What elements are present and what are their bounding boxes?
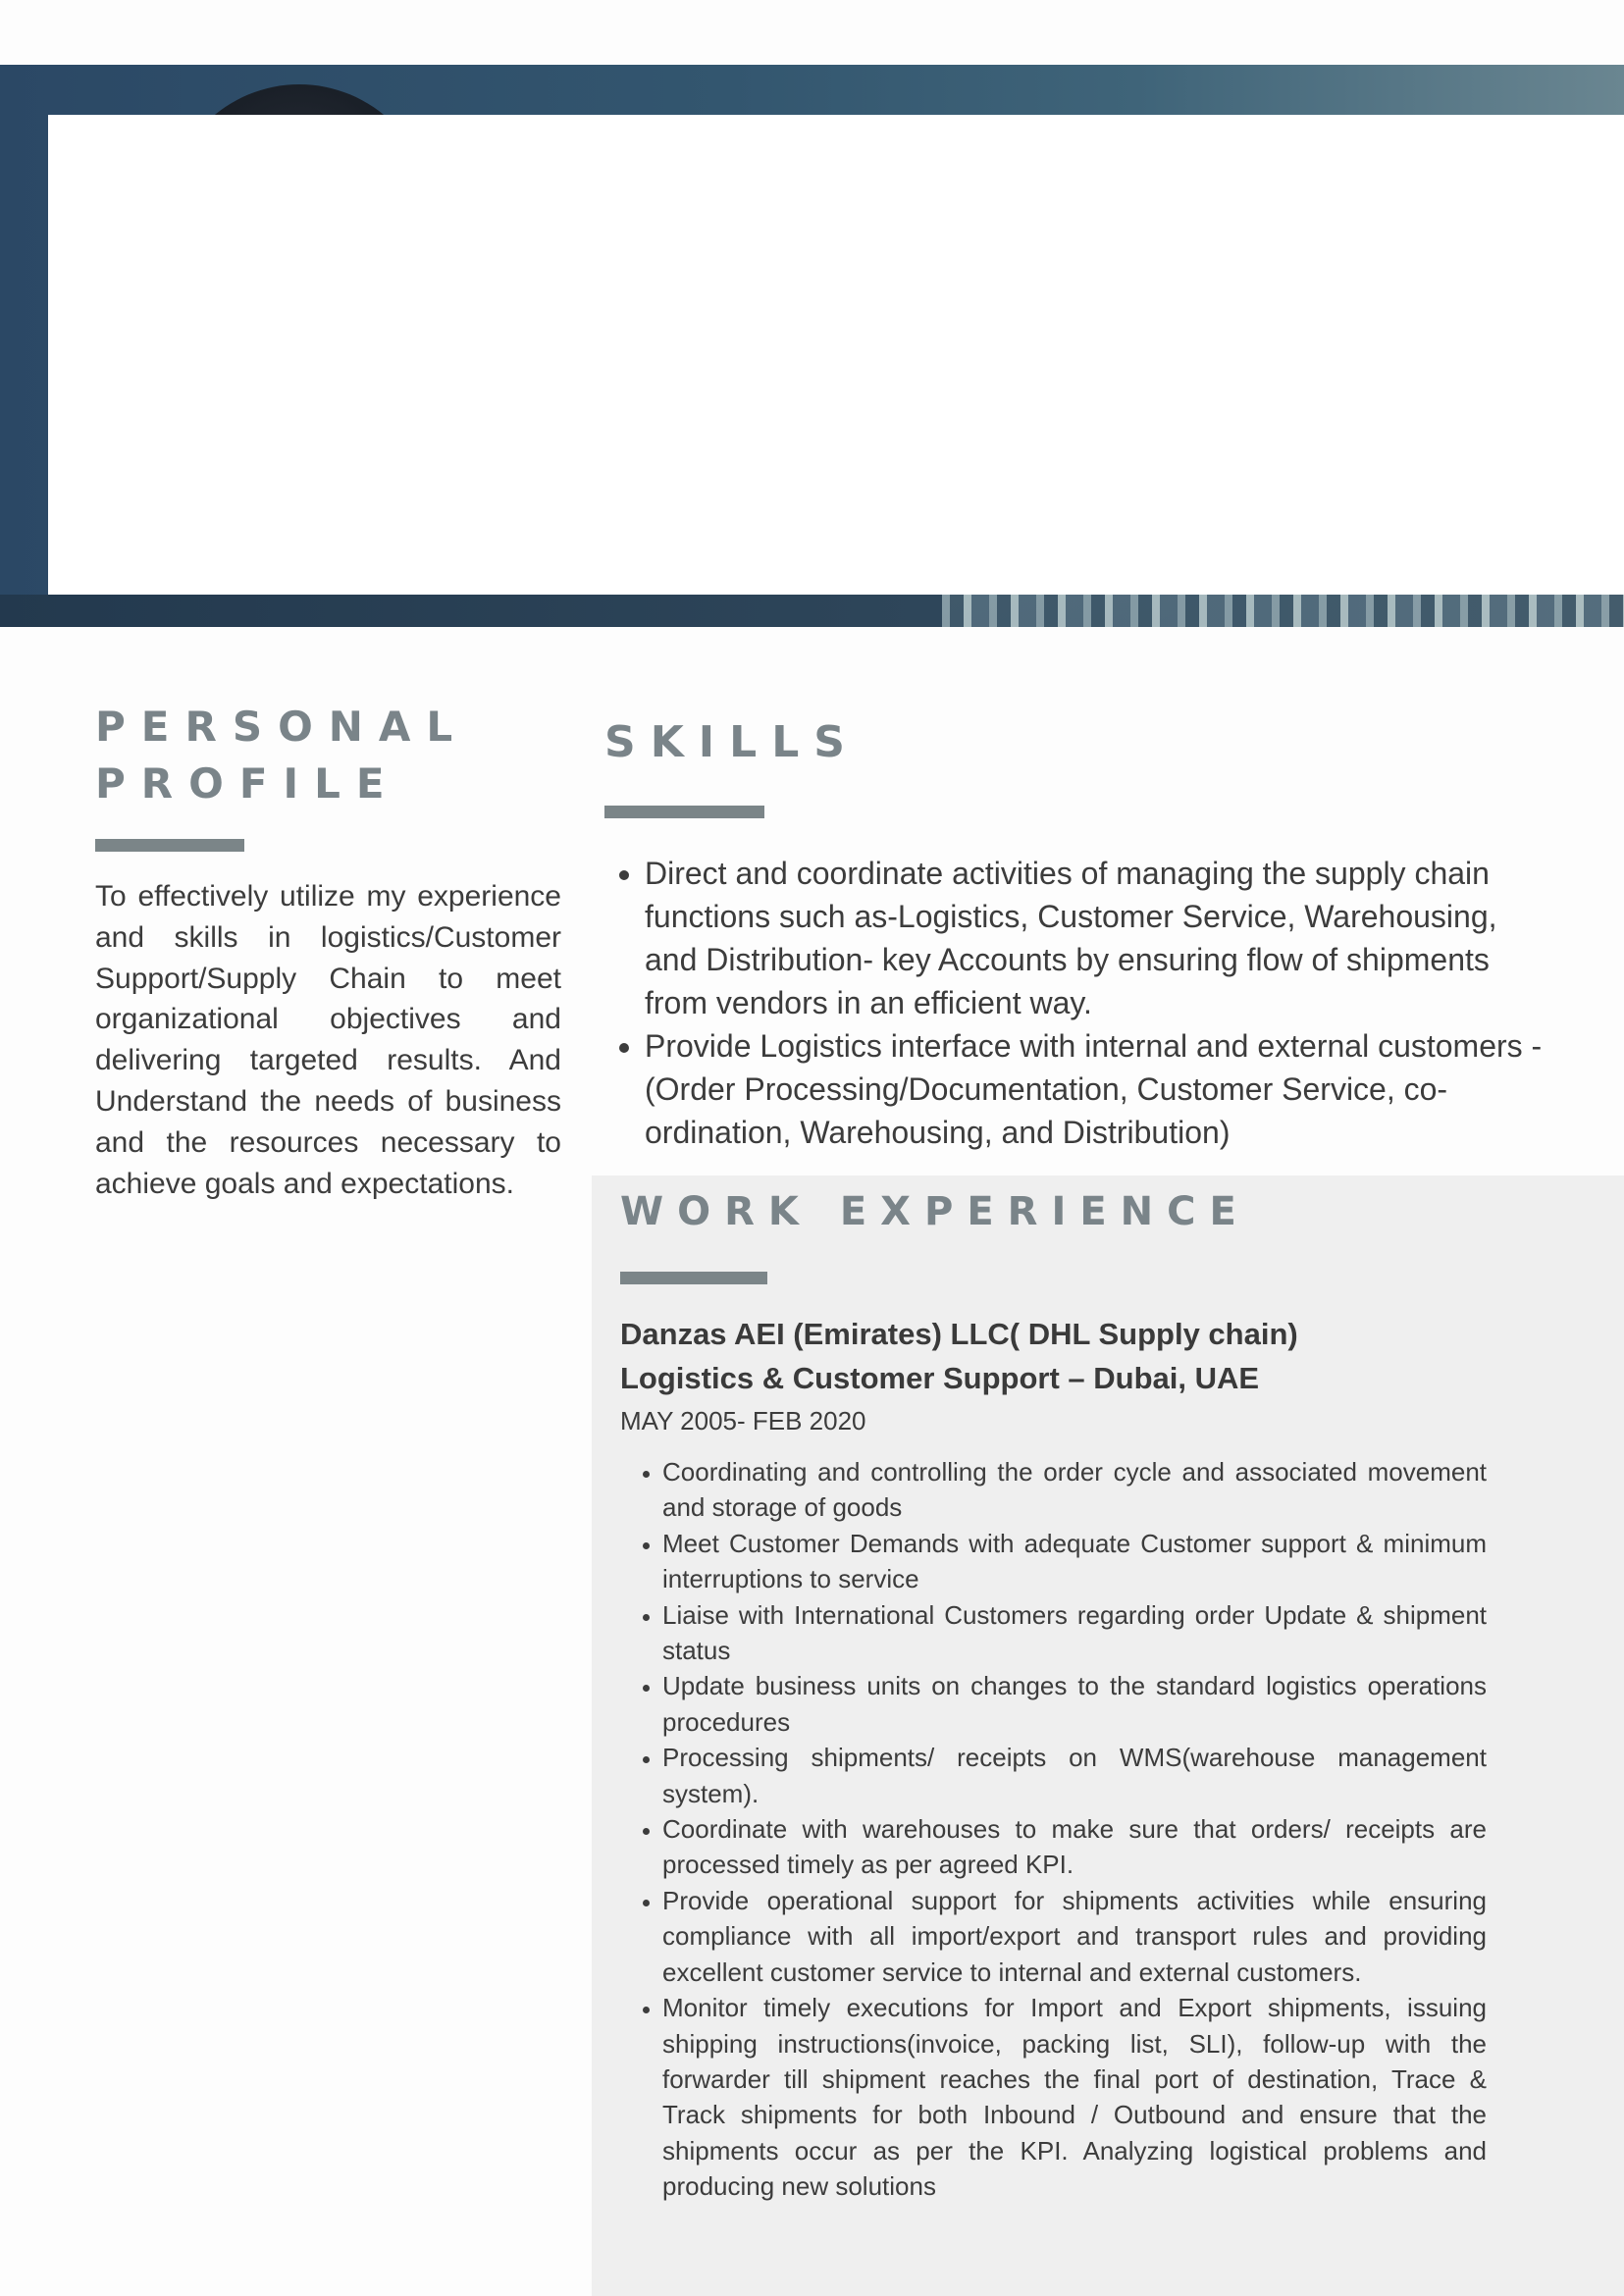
- job-role: Logistics & Customer Support – Dubai, UAE: [620, 1361, 1260, 1395]
- duty-item: • Coordinating and controlling the order cycle and associated movement and storage of goods: [662, 1454, 1487, 1526]
- personal-profile-heading: PERSONAL PROFILE: [95, 703, 469, 808]
- job-company: Danzas AEI (Emirates) LLC( DHL Supply chain): [620, 1317, 1298, 1351]
- duty-item: • Provide operational support for shipments activities while ensuring compliance with all import/export and transport rules and providing excellent customer service to internal and external customers.: [662, 1883, 1487, 1990]
- skills-divider: [604, 806, 764, 818]
- duty-item: • Monitor timely executions for Import and Export shipments, issuing shipping instructions(invoice, packing list, SLI), follow-up with the forwarder till shipment reaches the final port of destination, Trace & Track shipments for both Inbound / Outbound and ensure that the shipments occur as per the KPI. Analyzing logistical problems and producing new solutions: [662, 1990, 1487, 2204]
- duty-item: • Liaise with International Customers regarding order Update & shipment status: [662, 1597, 1487, 1669]
- skills-list: [604, 852, 1546, 1154]
- job-duties-list: [620, 1454, 1487, 2205]
- skills-heading: SKILLS: [604, 717, 860, 767]
- job-dates: MAY 2005- FEB 2020: [620, 1406, 866, 1435]
- duty-item: • Update business units on changes to the standard logistics operations procedures: [662, 1668, 1487, 1740]
- duty-item: • Meet Customer Demands with adequate Customer support & minimum interruptions to service: [662, 1526, 1487, 1597]
- banner-pattern: [942, 595, 1624, 627]
- duty-item: • Coordinate with warehouses to make sure that orders/ receipts are processed timely as per agreed KPI.: [662, 1811, 1487, 1883]
- name-card: [48, 115, 1624, 595]
- skills-item: • Direct and coordinate activities of managing the supply chain functions such as-Logistics, Customer Service, Warehousing, and Distribution- key Accounts by ensuring flow of shipments from vendors in an efficient way.: [645, 852, 1546, 1024]
- work-experience-heading: WORK EXPERIENCE: [620, 1189, 1250, 1234]
- personal-profile-divider: [95, 839, 244, 852]
- skills-item: • Provide Logistics interface with internal and external customers - (Order Processing/Documentation, Customer Service, co-ordination, Warehousing, and Distribution): [645, 1024, 1546, 1154]
- work-experience-divider: [620, 1272, 767, 1284]
- personal-profile-text: To effectively utilize my experience and skills in logistics/Customer Support/Supply Chain to meet organizational objectives and delivering targeted results. And Understand the needs of business and the resources necessary to achieve goals and expectations.: [95, 880, 561, 1200]
- banner-bottom-strip: [0, 595, 942, 627]
- duty-item: • Processing shipments/ receipts on WMS(warehouse management system).: [662, 1740, 1487, 1811]
